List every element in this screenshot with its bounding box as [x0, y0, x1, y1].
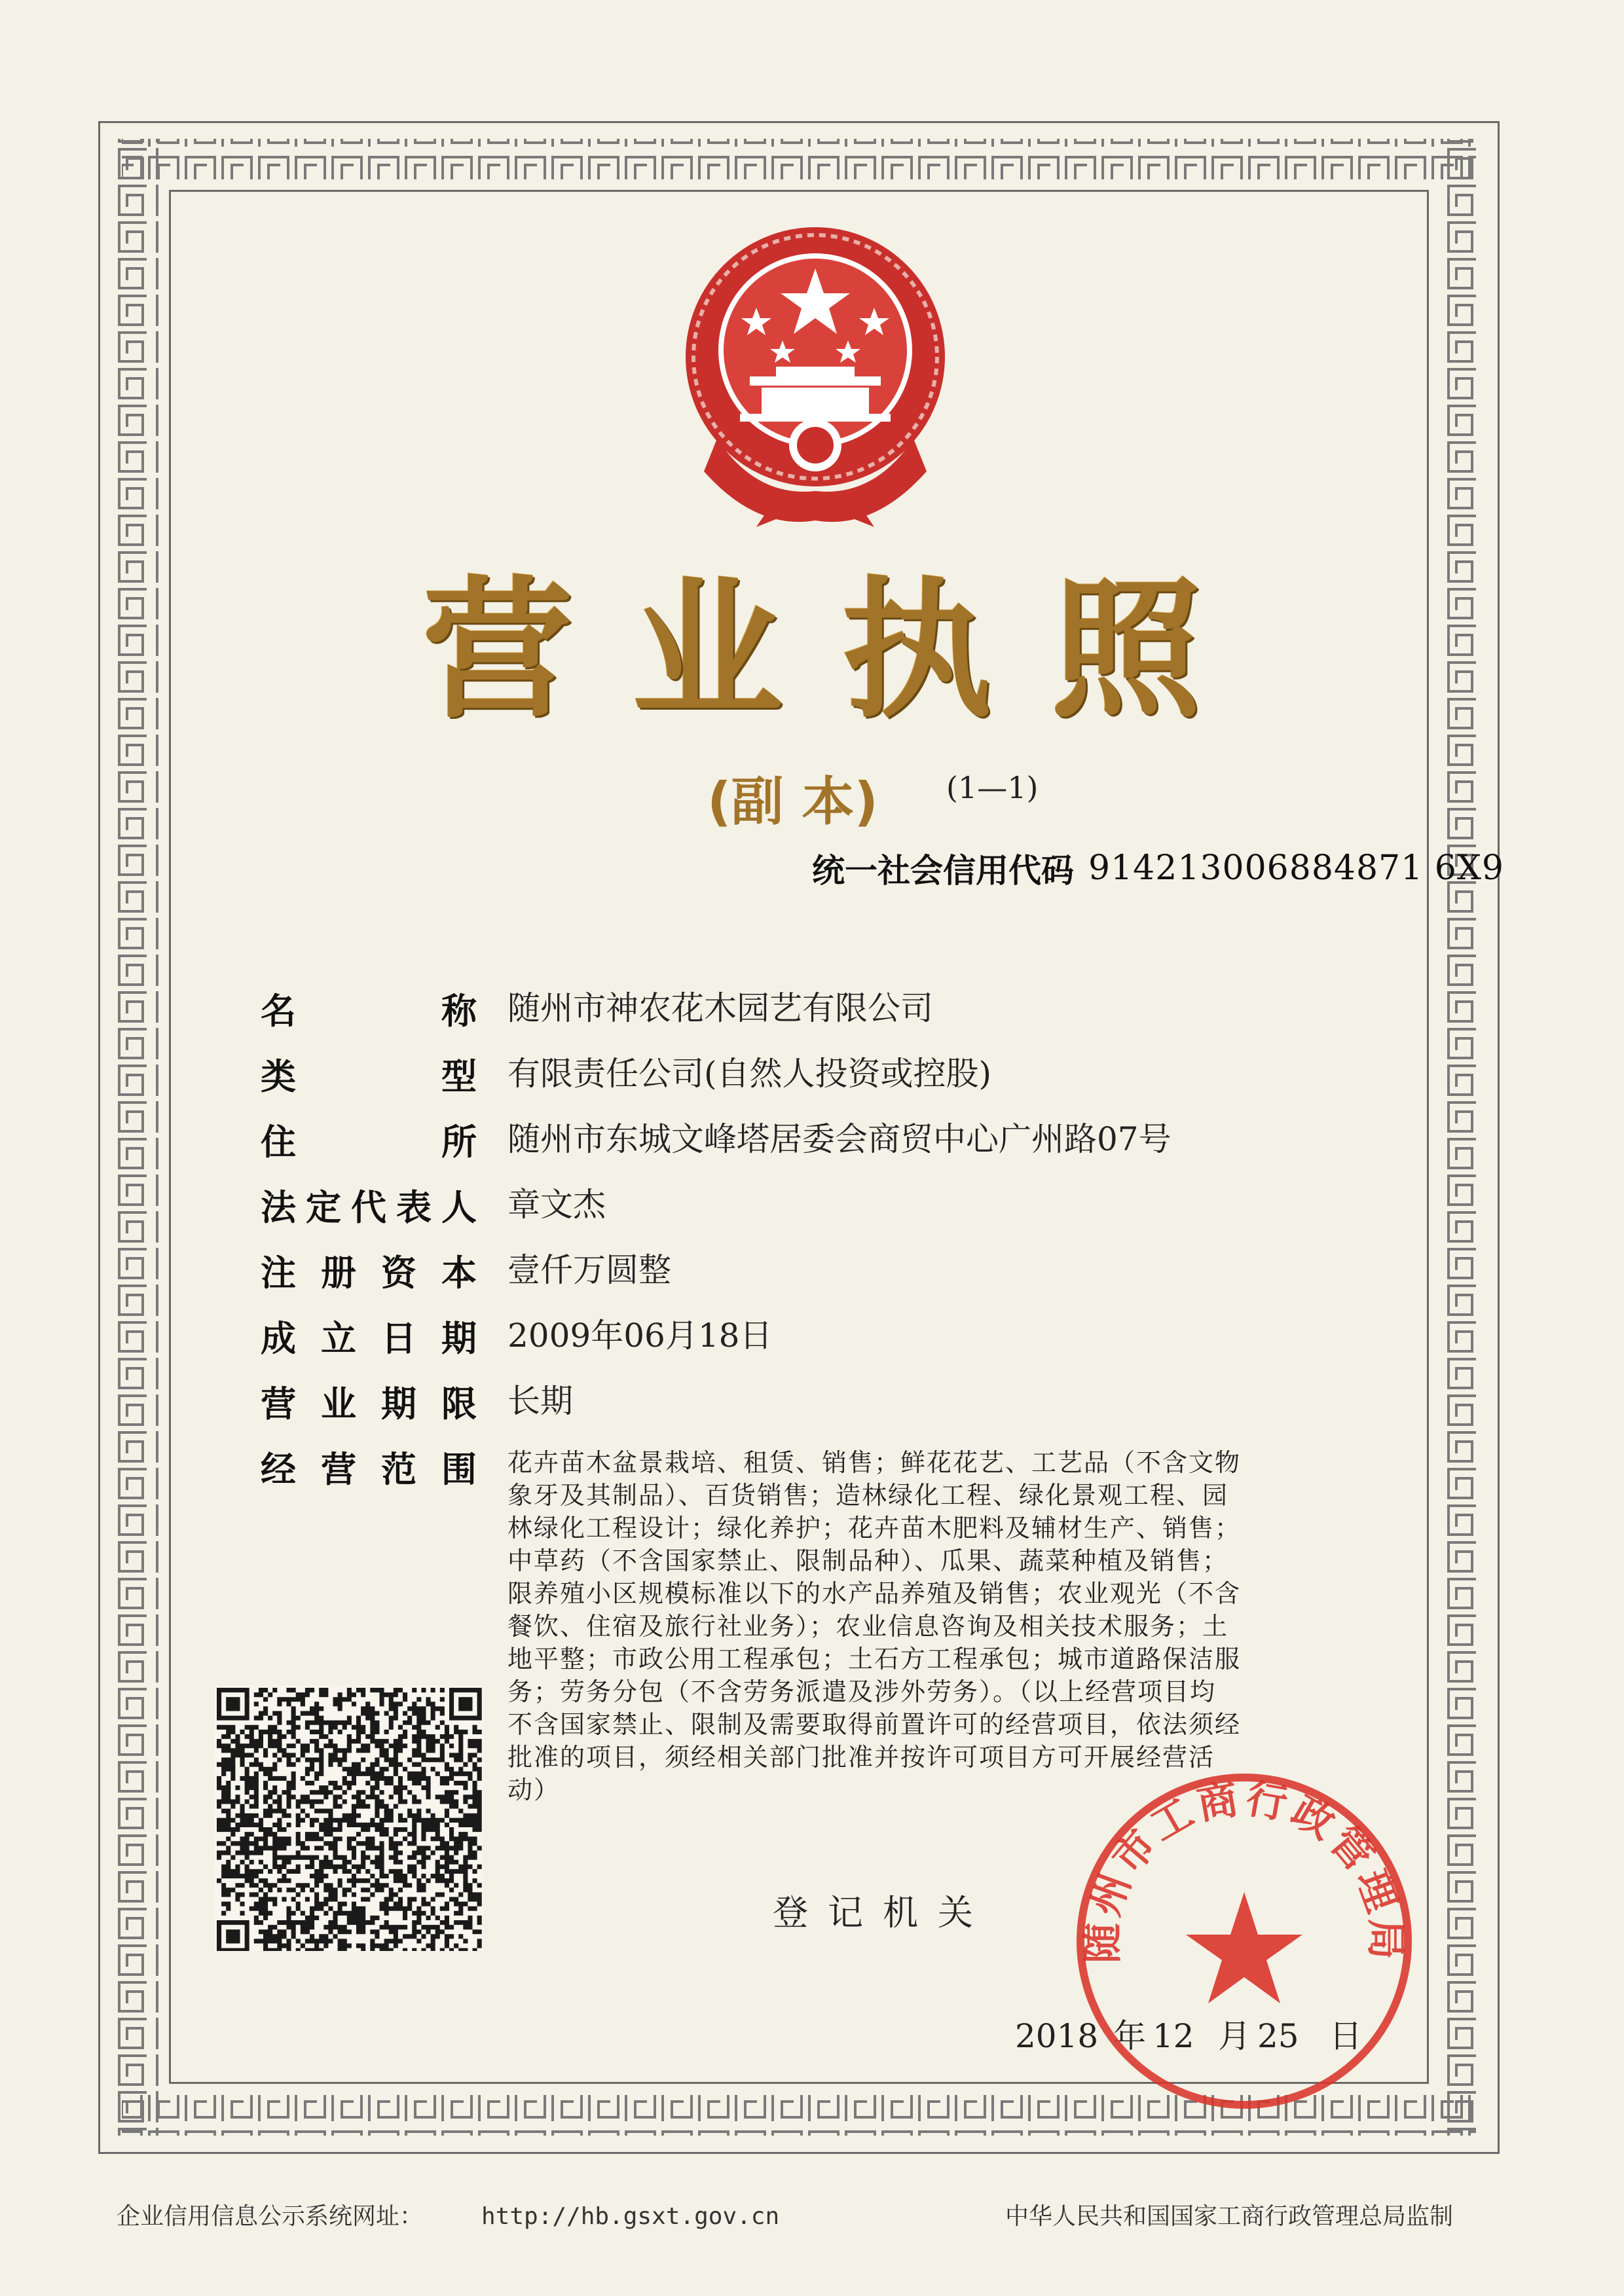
- field-label-char: 限: [441, 1383, 477, 1425]
- field-label-char: 围: [441, 1448, 477, 1490]
- svg-text:随州市工商行政管理局: 随州市工商行政管理局: [1078, 1774, 1411, 1963]
- field-label-char: 法: [261, 1186, 296, 1228]
- scope-line: 务；劳务分包（不含劳务派遣及涉外劳务）。（以上经营项目均: [507, 1677, 1217, 1706]
- field-label: [261, 1182, 477, 1228]
- scope-line: 象牙及其制品）、百货销售；造林绿化工程、绿化景观工程、园: [507, 1481, 1229, 1510]
- issue-date-year-unit: 年: [1113, 2017, 1146, 2055]
- field-label-char: 经: [261, 1448, 296, 1490]
- field-label-char: 表: [396, 1186, 432, 1228]
- field-label-char: 住: [261, 1121, 296, 1163]
- field-label-char: 注: [261, 1252, 296, 1294]
- qr-code[interactable]: [215, 1686, 483, 1951]
- field-label-char: 称: [441, 990, 477, 1032]
- field-label-char: 类: [261, 1055, 296, 1097]
- field-label-char: 日: [381, 1317, 416, 1359]
- field-label-char: 代: [351, 1186, 386, 1228]
- footer-site-label: 企业信用信息公示系统网址：: [117, 2203, 424, 2230]
- field-label-char: 资: [381, 1252, 416, 1294]
- field-label: [261, 1444, 477, 1489]
- issue-date-month-unit: 月: [1218, 2017, 1251, 2055]
- field-label-char: 范: [381, 1448, 416, 1490]
- scope-line: 限养殖小区规模标准以下的水产品养殖及销售；农业观光（不含: [507, 1579, 1242, 1608]
- field-label-char: 营: [261, 1383, 296, 1425]
- license-title: 营业执照: [422, 564, 1261, 738]
- field-label-char: 名: [261, 990, 296, 1032]
- field-label: [261, 985, 477, 1031]
- field-value: 壹仟万圆整: [507, 1251, 671, 1289]
- footer-url-link[interactable]: http://hb.gsxt.gov.cn: [481, 2203, 780, 2230]
- scope-line: 批准的项目，须经相关部门批准并按许可项目方可开展经营活: [507, 1743, 1215, 1772]
- field-label: [261, 1247, 477, 1293]
- registration-authority-label: 登记机关: [773, 1892, 993, 1933]
- scope-line: 不含国家禁止、限制及需要取得前置许可的经营项目，依法须经: [507, 1710, 1242, 1739]
- issue-date-day-unit: 日: [1329, 2017, 1362, 2055]
- field-label-char: 期: [441, 1317, 477, 1359]
- issue-date-day: 25: [1257, 2017, 1299, 2055]
- field-value: 随州市东城文峰塔居委会商贸中心广州路07号: [507, 1120, 1172, 1158]
- official-seal-stamp: [1071, 1768, 1418, 2115]
- scope-line: 动）: [507, 1776, 561, 1804]
- field-label: [261, 1313, 477, 1358]
- field-label: [261, 1378, 477, 1424]
- credit-code-label: 统一社会信用代码: [812, 852, 1074, 890]
- national-emblem-icon: [678, 223, 953, 530]
- field-value: 2009年06月18日: [507, 1317, 773, 1355]
- field-label-char: 人: [441, 1186, 477, 1228]
- field-label-char: 本: [441, 1252, 477, 1294]
- scope-line: 地平整；市政公用工程承包；土石方工程承包；城市道路保洁服: [507, 1645, 1242, 1673]
- field-value: 长期: [507, 1382, 573, 1420]
- field-label-char: 型: [441, 1055, 477, 1097]
- issue-date-year: 2018: [1015, 2017, 1099, 2055]
- copy-type-label: (副 本): [707, 771, 878, 832]
- field-label-char: 所: [441, 1121, 477, 1163]
- field-label-char: 册: [321, 1252, 356, 1294]
- scope-line: 中草药（不含国家禁止、限制品种）、瓜果、蔬菜种植及销售；: [507, 1546, 1229, 1575]
- scope-line: 花卉苗木盆景栽培、租赁、销售；鲜花花艺、工艺品（不含文物: [507, 1448, 1242, 1477]
- scope-line: 林绿化工程设计；绿化养护；花卉苗木肥料及辅材生产、销售；: [507, 1514, 1242, 1542]
- field-value: 有限责任公司(自然人投资或控股): [507, 1055, 992, 1093]
- copy-sequence: (1—1): [946, 770, 1039, 805]
- scope-line: 餐饮、住宿及旅行社业务）；农业信息咨询及相关技术服务；土: [507, 1612, 1229, 1641]
- field-value: 章文杰: [507, 1186, 606, 1224]
- field-value: 随州市神农花木园艺有限公司: [507, 989, 933, 1027]
- field-label-char: 业: [321, 1383, 356, 1425]
- field-label-char: 期: [381, 1383, 416, 1425]
- field-label-char: 营: [321, 1448, 356, 1490]
- field-label: [261, 1051, 477, 1097]
- issue-date-month: 12: [1153, 2017, 1194, 2055]
- footer-supervisor: 中华人民共和国国家工商行政管理总局监制: [1005, 2203, 1454, 2230]
- credit-code-value: 914213006884871 6X9: [1088, 848, 1504, 888]
- field-label: [261, 1116, 477, 1162]
- field-label-char: 立: [321, 1317, 356, 1359]
- field-label-char: 成: [261, 1317, 296, 1359]
- field-label-char: 定: [306, 1186, 341, 1228]
